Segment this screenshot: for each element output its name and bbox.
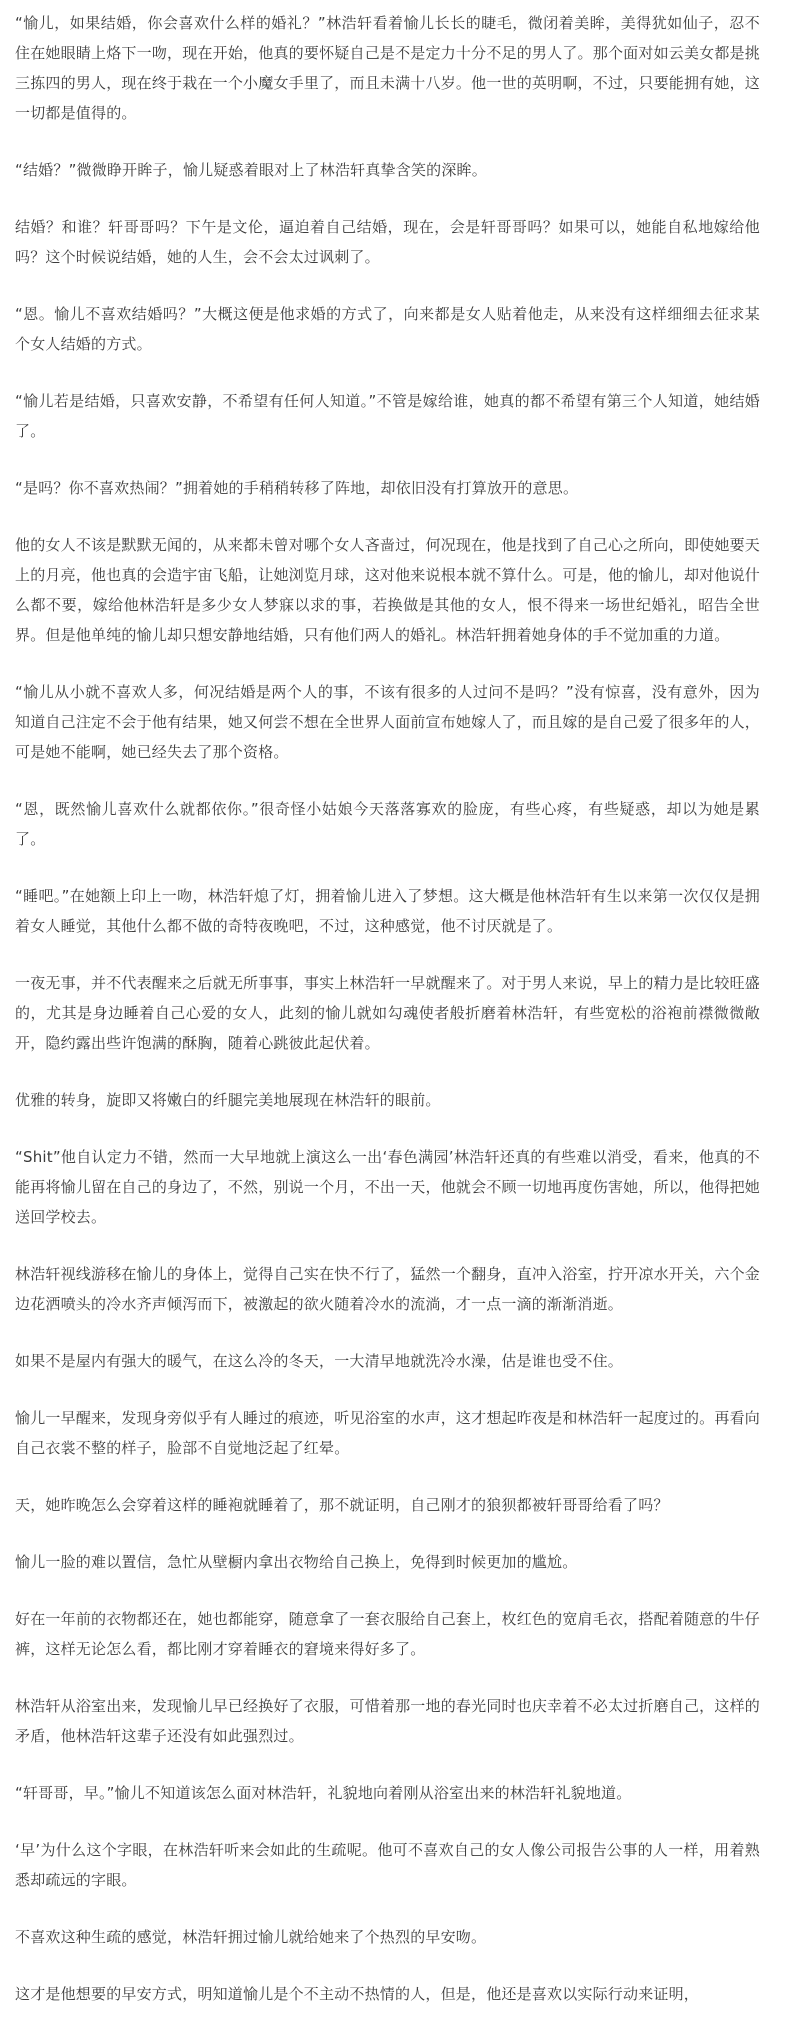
paragraph: 他的女人不该是默默无闻的，从来都未曾对哪个女人吝啬过，何况现在，他是找到了自己心之所向，即使她要天上的月亮，他也真的会造宇宙飞船，让她浏览月球，这对他来说根本就不算什么。可是，他的愉儿，却对他说什么都不要，嫁给他林浩轩是多少女人梦寐以求的事，若换做是其他的女人，恨不得来一场世纪婚礼，昭告全世界。但是他单纯的愉儿却只想安静地结婚，只有他们两人的婚礼。林浩轩拥着她身体的手不觉加重的力道。 <box>15 536 760 644</box>
paragraph: 不喜欢这种生疏的感觉，林浩轩拥过愉儿就给她来了个热烈的早安吻。 <box>15 1928 487 1946</box>
paragraph: “睡吧。”在她额上印上一吻，林浩轩熄了灯，拥着愉儿进入了梦想。这大概是他林浩轩有生以来第一次仅仅是拥着女人睡觉，其他什么都不做的奇特夜晚吧，不过，这种感觉，他不讨厌就是了。 <box>15 887 760 935</box>
paragraph: 愉儿一脸的难以置信，急忙从壁橱内拿出衣物给自己换上，免得到时候更加的尴尬。 <box>15 1553 578 1571</box>
paragraph: 这才是他想要的早安方式，明知道愉儿是个不主动不热情的人，但是，他还是喜欢以实际行动来证明， <box>15 1985 700 2003</box>
paragraph: 结婚？和谁？轩哥哥吗？下午是文伦，逼迫着自己结婚，现在，会是轩哥哥吗？如果可以，她能自私地嫁给他吗？这个时候说结婚，她的人生，会不会太过讽刺了。 <box>15 218 760 266</box>
paragraph: 林浩轩视线游移在愉儿的身体上，觉得自己实在快不行了，猛然一个翻身，直冲入浴室，拧开凉水开关，六个金边花洒喷头的冷水齐声倾泻而下，被激起的欲火随着冷水的流淌，才一点一滴的渐渐消逝。 <box>15 1265 760 1313</box>
paragraph: 林浩轩从浴室出来，发现愉儿早已经换好了衣服，可惜着那一地的春光同时也庆幸着不必太过折磨自己，这样的矛盾，他林浩轩这辈子还没有如此强烈过。 <box>15 1697 760 1745</box>
paragraph: 好在一年前的衣物都还在，她也都能穿，随意拿了一套衣服给自己套上，枚红色的宽肩毛衣，搭配着随意的牛仔裤，这样无论怎么看，都比刚才穿着睡衣的窘境来得好多了。 <box>15 1610 760 1658</box>
paragraph: “恩，既然愉儿喜欢什么就都依你。”很奇怪小姑娘今天落落寡欢的脸庞，有些心疼，有些疑惑，却以为她是累了。 <box>15 800 760 848</box>
paragraph: “结婚？”微微睁开眸子，愉儿疑惑着眼对上了林浩轩真挚含笑的深眸。 <box>15 161 487 179</box>
paragraph: ‘早’为什么这个字眼，在林浩轩听来会如此的生疏呢。他可不喜欢自己的女人像公司报告公事的人一样，用着熟悉却疏远的字眼。 <box>15 1841 760 1889</box>
paragraph: 愉儿一早醒来，发现身旁似乎有人睡过的痕迹，听见浴室的水声，这才想起昨夜是和林浩轩一起度过的。再看向自己衣裳不整的样子，脸部不自觉地泛起了红晕。 <box>15 1409 760 1457</box>
paragraph: 一夜无事，并不代表醒来之后就无所事事，事实上林浩轩一早就醒来了。对于男人来说，早上的精力是比较旺盛的，尤其是身边睡着自己心爱的女人，此刻的愉儿就如勾魂使者般折磨着林浩轩，有些宽松的浴袍前襟微微敞开，隐约露出些许饱满的酥胸，随着心跳彼此起伏着。 <box>15 974 760 1052</box>
paragraph: “愉儿若是结婚，只喜欢安静，不希望有任何人知道。”不管是嫁给谁，她真的都不希望有第三个人知道，她结婚了。 <box>15 392 760 440</box>
paragraph: 如果不是屋内有强大的暖气，在这么冷的冬天，一大清早地就洗冷水澡，估是谁也受不住。 <box>15 1352 624 1370</box>
paragraph: “Shit”他自认定力不错，然而一大早地就上演这么一出‘春色满园’林浩轩还真的有些难以消受，看来，他真的不能再将愉儿留在自己的身边了，不然，别说一个月，不出一天，他就会不顾一切地再度伤害她，所以，他得把她送回学校去。 <box>15 1148 760 1226</box>
paragraph: 优雅的转身，旋即又将嫩白的纤腿完美地展现在林浩轩的眼前。 <box>15 1091 441 1109</box>
paragraph: “恩。愉儿不喜欢结婚吗？”大概这便是他求婚的方式了，向来都是女人贴着他走，从来没有这样细细去征求某个女人结婚的方式。 <box>15 305 760 353</box>
paragraph: “愉儿从小就不喜欢人多，何况结婚是两个人的事，不该有很多的人过问不是吗？”没有惊喜，没有意外，因为知道自己注定不会于他有结果，她又何尝不想在全世界人面前宣布她嫁人了，而且嫁的是自己爱了很多年的人，可是她不能啊，她已经失去了那个资格。 <box>15 683 760 761</box>
paragraph: “愉儿，如果结婚，你会喜欢什么样的婚礼？”林浩轩看着愉儿长长的睫毛，微闭着美眸，美得犹如仙子，忍不住在她眼睛上烙下一吻，现在开始，他真的要怀疑自己是不是定力十分不足的男人了。那个面对如云美女都是挑三拣四的男人，现在终于栽在一个小魔女手里了，而且未满十八岁。他一世的英明啊，不过，只要能拥有她，这一切都是值得的。 <box>15 14 760 122</box>
paragraph: “是吗？你不喜欢热闹？”拥着她的手稍稍转移了阵地，却依旧没有打算放开的意思。 <box>15 479 579 497</box>
paragraph: “轩哥哥，早。”愉儿不知道该怎么面对林浩轩，礼貌地向着刚从浴室出来的林浩轩礼貌地道。 <box>15 1784 632 1802</box>
article-body <box>15 8 760 2036</box>
paragraph: 天，她昨晚怎么会穿着这样的睡袍就睡着了，那不就证明，自己刚才的狼狈都被轩哥哥给看了吗？ <box>15 1496 669 1514</box>
